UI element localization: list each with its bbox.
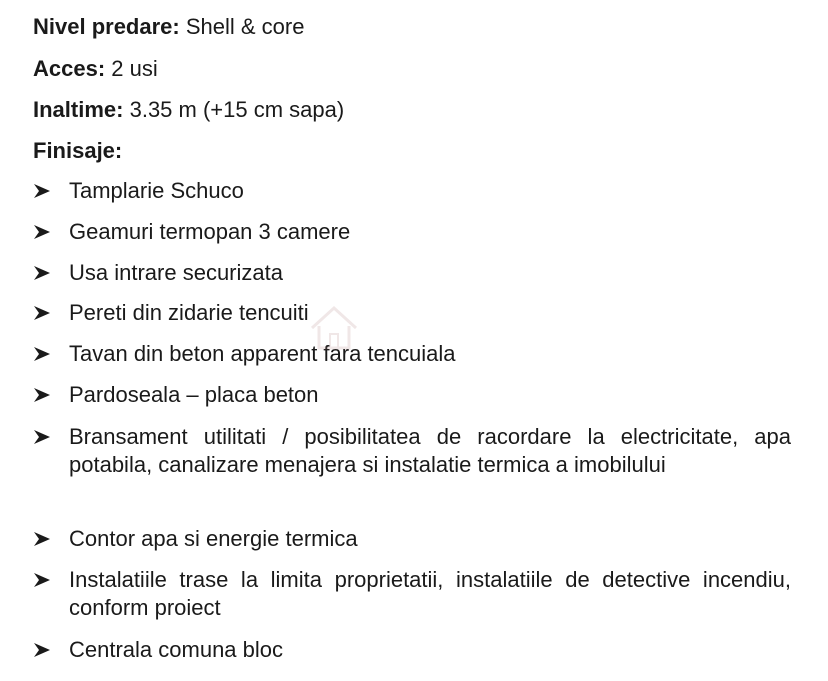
arrowhead-bullet-icon (33, 642, 51, 658)
arrowhead-bullet-icon (33, 183, 51, 199)
field-inaltime (33, 96, 344, 124)
arrowhead-bullet-icon (33, 305, 51, 321)
list-item-text: Tamplarie Schuco (69, 178, 244, 203)
list-item-text: Pardoseala – placa beton (69, 382, 319, 407)
list-item-text: Usa intrare securizata (69, 260, 283, 285)
arrowhead-bullet-icon (33, 429, 51, 445)
list-item-text: Instalatiile trase la limita proprietatii, instalatiile de detective incendiu, conform proiect (69, 567, 791, 620)
field-label: Acces: (33, 56, 106, 81)
field-label: Inaltime: (33, 97, 124, 122)
field-label: Finisaje: (33, 138, 123, 163)
arrowhead-bullet-icon (33, 265, 51, 281)
list-item-text: Pereti din zidarie tencuiti (69, 300, 309, 325)
field-acces (33, 55, 158, 83)
arrowhead-bullet-icon (33, 346, 51, 362)
list-item-text: Geamuri termopan 3 camere (69, 219, 351, 244)
field-finisaje (33, 137, 122, 165)
arrowhead-bullet-icon (33, 572, 51, 588)
field-value: 3.35 m (+15 cm sapa) (129, 97, 345, 122)
field-value: Shell & core (185, 14, 305, 39)
list-item-text: Contor apa si energie termica (69, 526, 358, 551)
arrowhead-bullet-icon (33, 224, 51, 240)
list-item-text: Centrala comuna bloc (69, 637, 284, 662)
field-nivel-predare (33, 13, 304, 41)
list-item-text: Tavan din beton apparent fara tencuiala (69, 341, 456, 366)
arrowhead-bullet-icon (33, 387, 51, 403)
field-label: Nivel predare: (33, 14, 180, 39)
arrowhead-bullet-icon (33, 531, 51, 547)
field-value: 2 usi (111, 56, 158, 81)
list-item-text: Bransament utilitati / posibilitatea de racordare la electricitate, apa potabila, canalizare menajera si instalatie termica a imobilului (69, 424, 791, 477)
house-watermark-icon (304, 298, 364, 358)
